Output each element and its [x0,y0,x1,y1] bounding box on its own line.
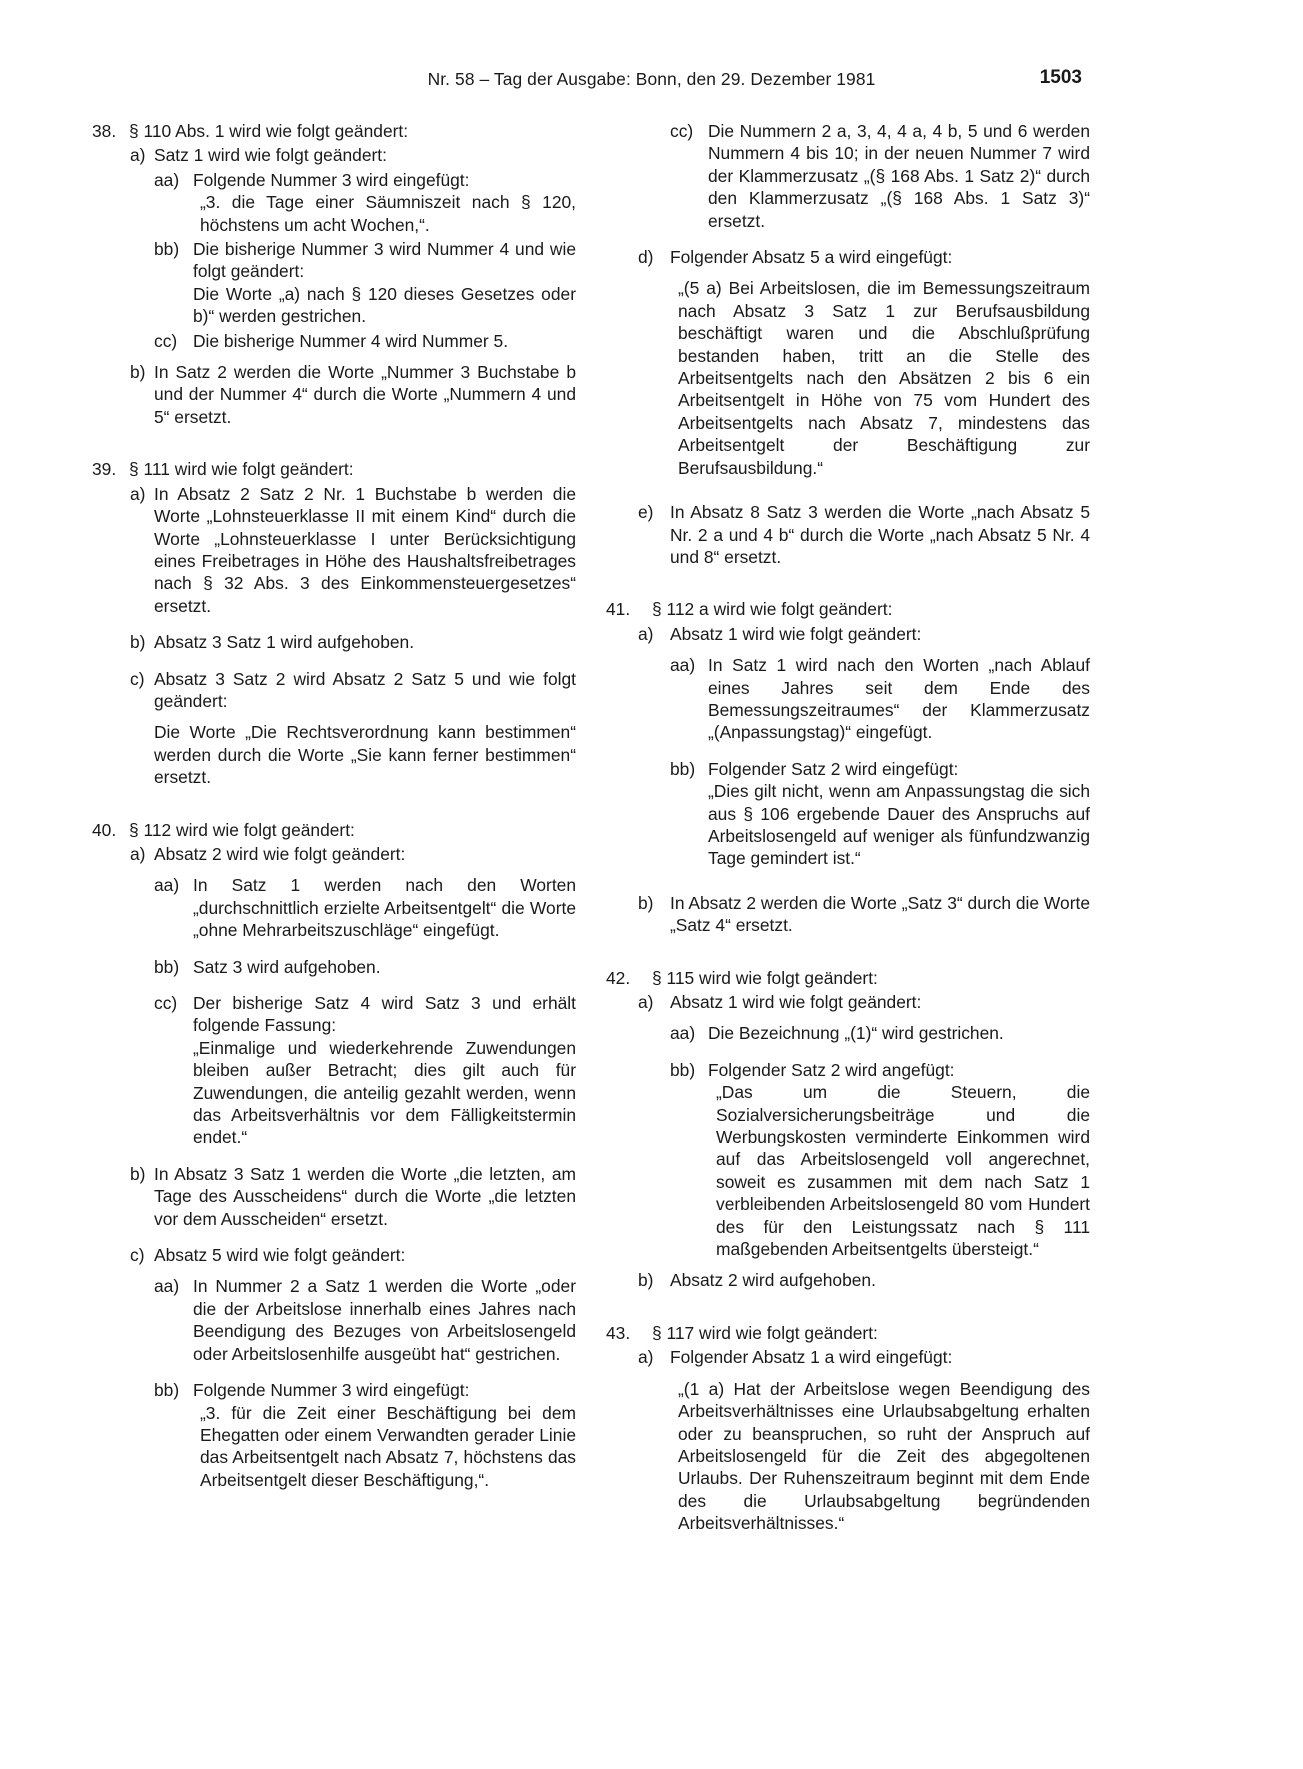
page-number: 1503 [1039,67,1082,88]
item-42-b: b) Absatz 2 wird aufgehoben. [638,1270,876,1291]
item-42-aa: aa) Die Bezeichnung „(1)“ wird gestrichen. [670,1023,1004,1044]
item-38-cc: cc) Die bisherige Nummer 4 wird Nummer 5. [154,330,509,351]
item-40-cc: cc) Der bisherige Satz 4 wird Satz 3 und erhält folgende Fassung: [154,993,576,1036]
item-40-c: c) Absatz 5 wird wie folgt geändert: [130,1245,406,1266]
item-41-bb: bb) Folgender Satz 2 wird eingefügt: [670,758,959,779]
item-43: 43. § 117 wird wie folgt geändert: [606,1322,878,1343]
left-column [92,120,576,1491]
item-41-aa: aa) In Satz 1 wird nach den Worten „nach Ablauf eines Jahres seit dem Ende des Bemessungszeitraumes“ der Klammerzusatz „(Anpassungstag)“ eingefügt. [670,655,1090,743]
item-40-aa: aa) In Satz 1 werden nach den Worten „durchschnittlich erzielte Arbeitsentgelt“ die Worte „ohne Mehrarbeitszuschläge“ eingefügt. [154,875,576,941]
item-40-a-cc: cc) Die Nummern 2 a, 3, 4, 4 a, 4 b, 5 und 6 werden Nummern 4 bis 10; in der neuen Nummer 7 wird der Klammerzusatz „(§ 168 Abs. 1 Satz 2)“ durch den Klammerzusatz „(§ 168 Abs. 1 Satz 3)“ ersetzt. [670,121,1090,231]
item-42: 42. § 115 wird wie folgt geändert: [606,967,878,988]
item-42-bb-quote: „Das um die Steuern, die Sozialversicherungsbeiträge und die Werbungskosten verminderte Einkommen wird auf das Arbeitslosengeld voll angerechnet, soweit es zusammen mit dem nach Satz 1 verbleibenden Arbeitslosengeld 80 vom Hundert des für den Leistungssatz nach § 111 maßgebenden Arbeitsentgelts übersteigt.“ [716,1082,1090,1260]
item-39-c-cont: Die Worte „Die Rechtsverordnung kann bestimmen“ werden durch die Worte „Sie kann ferner bestimmen“ ersetzt. [154,722,576,788]
item-41-a: a) Absatz 1 wird wie folgt geändert: [638,623,922,644]
item-40-b: b) In Absatz 3 Satz 1 werden die Worte „die letzten, am Tage des Ausscheidens“ durch die Worte „die letzten vor dem Ausscheiden“ ersetzt. [130,1163,576,1229]
item-38-aa: aa) Folgende Nummer 3 wird eingefügt: [154,169,470,190]
item-38-bb-cont: Die Worte „a) nach § 120 dieses Gesetzes oder b)“ werden gestrichen. [193,283,576,327]
item-41: 41. § 112 a wird wie folgt geändert: [606,599,893,620]
item-39-c: c) Absatz 3 Satz 2 wird Absatz 2 Satz 5 und wie folgt geändert: [130,668,576,711]
item-40-bb: bb) Satz 3 wird aufgehoben. [154,956,381,977]
item-40-d-quote: „(5 a) Bei Arbeitslosen, die im Bemessungszeitraum nach Absatz 3 Satz 1 zur Berufsausbildung beschäftigt waren und die Abschlußprüfung bestanden haben, tritt an die Stelle des Arbeitsentgelts nach den Absätzen 2 bis 6 ein Arbeitsentgelt in Höhe von 75 vom Hundert des Arbeitsentgelts nach Absatz 7, mindestens das Arbeitsentgelt der Beschäftigung zur Berufsausbildung.“ [678,278,1090,478]
item-41-bb-quote: „Dies gilt nicht, wenn am Anpassungstag die sich aus § 106 ergebende Dauer des Anspruchs auf Arbeitslosengeld auf weniger als fünfundzwanzig Tage gemindert ist.“ [708,781,1090,869]
item-40-c-bb: bb) Folgende Nummer 3 wird eingefügt: [154,1380,470,1401]
item-43-a-quote: „(1 a) Hat der Arbeitslose wegen Beendigung des Arbeitsverhältnisses eine Urlaubsabgeltung erhalten oder zu beanspruchen, so ruht der Anspruch auf Arbeitslosengeld für die Zeit des abgegoltenen Urlaubs. Der Ruhenszeitraum beginnt mit dem Ende des die Urlaubsabgeltung begründenden Arbeitsverhältnisses.“ [678,1378,1090,1534]
item-38-aa-quote: „3. die Tage einer Säumniszeit nach § 120, höchstens um acht Wochen,“. [200,192,576,235]
page-header [0,68,1303,94]
item-38-bb: bb) Die bisherige Nummer 3 wird Nummer 4 und wie folgt geändert: [154,239,576,282]
item-42-a: a) Absatz 1 wird wie folgt geändert: [638,992,922,1012]
item-38-b: b) In Satz 2 werden die Worte „Nummer 3 Buchstabe b und der Nummer 4“ durch die Worte „Nummern 4 und 5“ ersetzt. [130,362,576,427]
item-40-c-aa: aa) In Nummer 2 a Satz 1 werden die Worte „oder die der Arbeitslose innerhalb eines Jahres nach Beendigung des Bezuges von Arbeitslosengeld oder Arbeitslosenhilfe ausgeübt hat“ gestrichen. [154,1276,576,1364]
item-40-c-bb-quote: „3. für die Zeit einer Beschäftigung bei dem Ehegatten oder einem Verwandten gerader Linie das Arbeitsentgelt nach Absatz 7, höchstens das Arbeitsentgelt dieser Beschäftigung,“. [200,1402,576,1490]
item-43-a: a) Folgender Absatz 1 a wird eingefügt: [638,1347,953,1368]
item-39-a: a) In Absatz 2 Satz 2 Nr. 1 Buchstabe b werden die Worte „Lohnsteuerklasse II mit einem Kind“ durch die Worte „Lohnsteuerklasse I unter Berücksichtigung eines Freibetrages in Höhe des Haushaltsfreibetrages nach § 32 Abs. 3 des Einkommensteuergesetzes“ ersetzt. [130,483,576,616]
item-38: 38. § 110 Abs. 1 wird wie folgt geändert: [92,121,409,141]
item-42-bb: bb) Folgender Satz 2 wird angefügt: [670,1059,955,1080]
item-39: 39. § 111 wird wie folgt geändert: [92,459,354,480]
item-39-b: b) Absatz 3 Satz 1 wird aufgehoben. [130,632,415,653]
item-40-cc-cont: „Einmalige und wiederkehrende Zuwendungen bleiben außer Betracht; dies gilt auch für Zuwendungen, die anteilig gezahlt werden, wenn das Arbeitsverhältnis vor dem Fälligkeitstermin endet.“ [193,1037,576,1148]
item-41-b: b) In Absatz 2 werden die Worte „Satz 3“ durch die Worte „Satz 4“ ersetzt. [638,892,1090,936]
item-40: 40. § 112 wird wie folgt geändert: [92,819,355,840]
item-40-d: d) Folgender Absatz 5 a wird eingefügt: [638,247,953,268]
issue-line: Nr. 58 – Tag der Ausgabe: Bonn, den 29. Dezember 1981 [427,69,876,89]
item-40-e: e) In Absatz 8 Satz 3 werden die Worte „nach Absatz 5 Nr. 2 a und 4 b“ durch die Worte „nach Absatz 5 Nr. 4 und 8“ ersetzt. [638,502,1090,567]
item-40-a: a) Absatz 2 wird wie folgt geändert: [130,843,406,864]
item-38-a: a) Satz 1 wird wie folgt geändert: [130,145,387,166]
right-column [606,120,1090,1535]
